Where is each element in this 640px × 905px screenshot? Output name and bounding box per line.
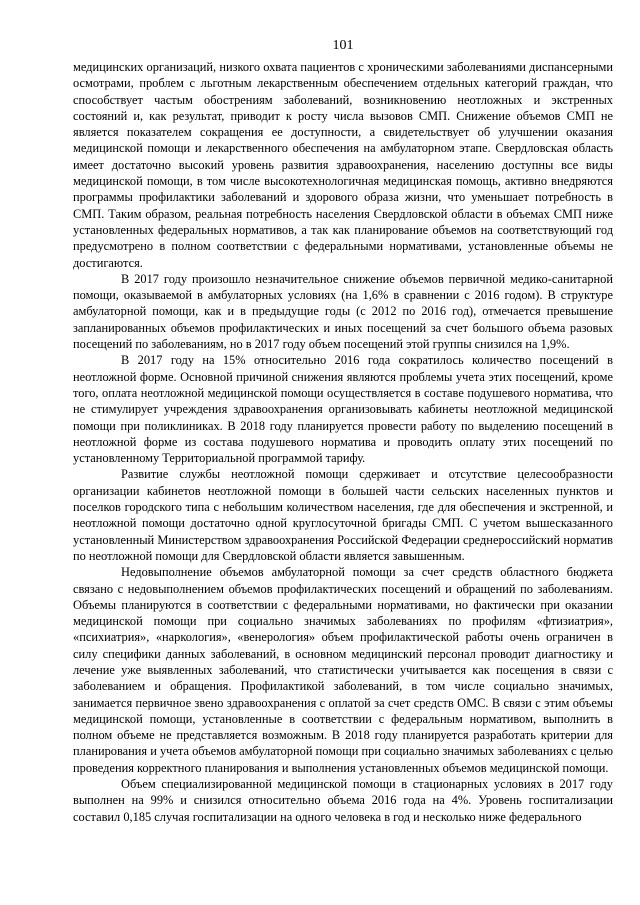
document-page	[73, 38, 613, 825]
paragraph-continuation: медицинских организаций, низкого охвата пациентов с хроническими заболеваниями диспансерными осмотрами, проблем с льготным лекарственным обеспечением отдельных категорий граждан, что способствует частым обострениям заболеваний, возникновению неотложных и экстренных состояний и, как результат, приводит к росту числа вызовов СМП. Снижение объемов СМП не является показателем сокращения ее доступности, а свидетельствует об улучшении оказания медицинской помощи и лекарственного обеспечения на амбулаторном этапе. Свердловская область имеет достаточно высокий уровень развития здравоохранения, населению доступны все виды медицинской помощи, в том числе высокотехнологичная медицинская помощь, активно внедряются программы профилактики заболеваний и здорового образа жизни, что уменьшает потребность в СМП. Таким образом, реальная потребность населения Свердловской области в объемах СМП ниже установленных федеральных нормативов, а так как планирование объемов на соответствующий год предусмотрено в полном соответствии с федеральными нормативами, установленные объемы не достигаются.	[73, 60, 613, 270]
paragraph-emergency-visits: В 2017 году на 15% относительно 2016 года сократилось количество посещений в неотложной форме. Основной причиной снижения являются проблемы учета этих посещений, кроме того, оплата неотложной медицинской помощи осуществляется в составе подушевого норматива, что не стимулирует учреждения здравоохранения организовывать кабинеты неотложной медицинской помощи при поликлиниках. В 2018 году планируется провести работу по выделению посещений в неотложной форме из состава подушевого норматива и проводить оплату этих посещений по установленному Территориальной программой тарифу.	[73, 353, 613, 466]
paragraph-inpatient-care: Объем специализированной медицинской помощи в стационарных условиях в 2017 году выполнен на 99% и снизился относительно объема 2016 года на 4%. Уровень госпитализации составил 0,185 случая госпитализации на одного человека в год и несколько ниже федерального	[73, 777, 613, 824]
paragraph-regional-budget: Недовыполнение объемов амбулаторной помощи за счет средств областного бюджета связано с недовыполнением объемов профилактических посещений и обращений по заболеваниям. Объемы планируются в соответствии с федеральными нормативами, но фактически при оказании медицинской помощи при социально значимых заболеваниях по профилям «фтизиатрия», «психиатрия», «наркология», «венерология» объем профилактической работы очень ограничен в силу специфики данных заболеваний, в основном медицинский персонал проводит диагностику и лечение уже выявленных заболеваний, что статистически учитывается как посещения в связи с заболеванием и обращения. Профилактикой заболеваний, в том числе социально значимых, занимается первичное звено здравоохранения с оплатой за счет средств ОМС. В связи с этим объемы медицинской помощи, установленные в соответствии с федеральным нормативом, выполнить в полном объеме не представляется возможным. В 2018 году планируется разработать критерии для планирования и учета объемов амбулаторной помощи при социально значимых заболеваниях с целью проведения корректного планирования и выполнения установленных объемов медицинской помощи.	[73, 565, 613, 775]
paragraph-primary-care: В 2017 году произошло незначительное снижение объемов первичной медико-санитарной помощи, оказываемой в амбулаторных условиях (на 1,6% в сравнении с 2016 годом). В структуре амбулаторной помощи, как и в предыдущие годы (с 2012 по 2016 год), отмечается превышение запланированных объемов профилактических и иных посещений за счет большого объема разовых посещений по заболеваниям, но в 2017 году объем посещений этой группы снизился на 1,9%.	[73, 271, 613, 352]
page-number: 101	[332, 38, 354, 53]
paragraph-emergency-service: Развитие службы неотложной помощи сдерживает и отсутствие целесообразности организации кабинетов неотложной помощи в большей части сельских населенных пунктов и поселков городского типа с небольшим количеством населения, где для обеспечения и экстренной, и неотложной помощи достаточно одной круглосуточной бригады СМП. С учетом вышесказанного установленный Министерством здравоохранения Российской Федерации среднероссийский норматив по неотложной помощи для Свердловской области является завышенным.	[73, 467, 613, 563]
